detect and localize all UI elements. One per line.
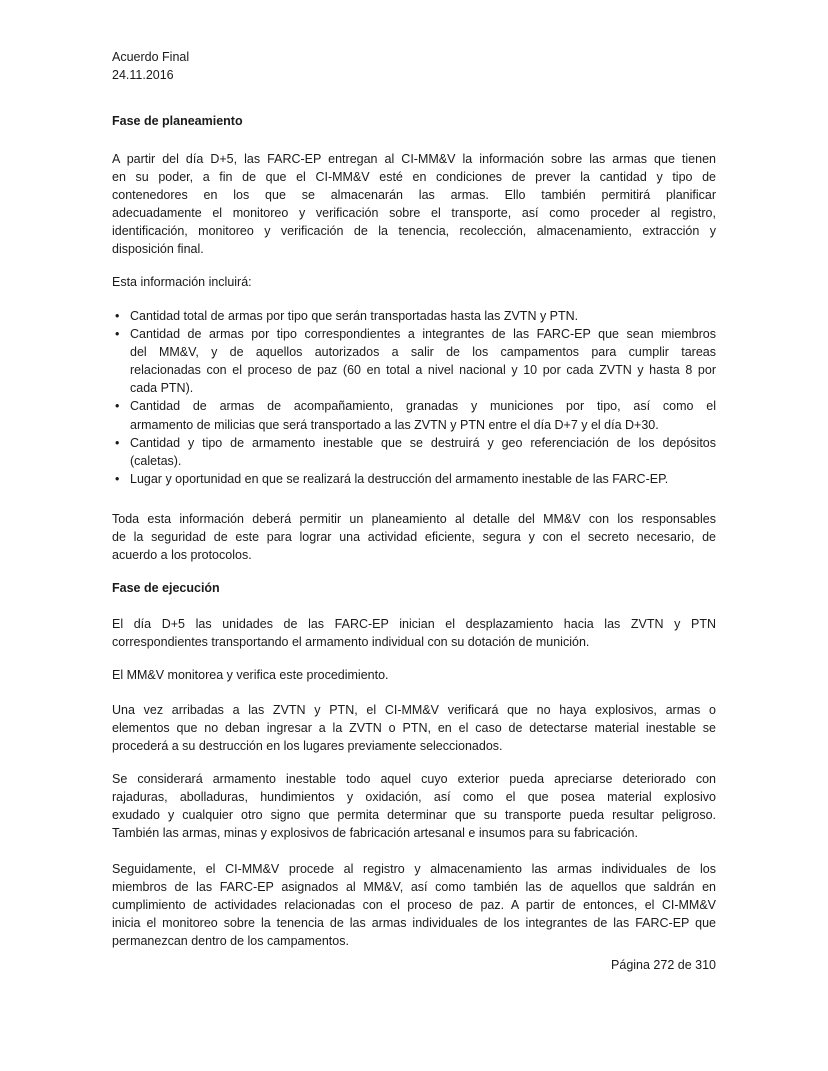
text-line: cumplimiento de actividades relacionadas con el proceso de paz. A partir de entonces, el CI-MM&V xyxy=(112,898,716,913)
heading-ejecucion: Fase de ejecución xyxy=(112,581,220,595)
text-line: disposición final. xyxy=(112,242,204,257)
text-line: (caletas). xyxy=(130,453,182,468)
text-line: identificación, monitoreo y verificación de la tenencia, recolección, almacenamiento, extracción y xyxy=(112,224,716,239)
text-line: Seguidamente, el CI-MM&V procede al registro y almacenamiento las armas individuales de los xyxy=(112,862,716,876)
text-line: Cantidad y tipo de armamento inestable que se destruirá y geo referenciación de los depósitos xyxy=(130,435,716,450)
bullet-icon: • xyxy=(115,471,120,486)
list-item xyxy=(112,325,716,397)
text-line: rajaduras, abolladuras, hundimientos y oxidación, así como el que posea material explosivo xyxy=(112,790,716,805)
paragraph xyxy=(112,615,716,651)
document-header xyxy=(112,48,716,84)
page-number: Página 272 de 310 xyxy=(611,958,716,972)
header-title: Acuerdo Final xyxy=(112,50,190,64)
text-line: El MM&V monitorea y verifica este procedimiento. xyxy=(112,668,389,682)
paragraph xyxy=(112,510,716,564)
text-line: en su poder, a fin de que el CI-MM&V esté en condiciones de prever la cantidad y tipo de xyxy=(112,170,716,185)
text-line: del MM&V, y de aquellos autorizados a salir de los campamentos para cumplir tareas xyxy=(130,345,716,360)
text-line: contenedores en los que se almacenarán las armas. Ello también permitirá planificar xyxy=(112,188,716,203)
intro-text: Esta información incluirá: xyxy=(112,275,252,289)
text-line: relacionadas con el proceso de paz (60 en total a nivel nacional y 10 por cada ZVTN y hasta 8 por xyxy=(130,363,716,378)
text-line: acuerdo a los protocolos. xyxy=(112,548,252,563)
text-line: elementos que no deban ingresar a la ZVTN o PTN, en el caso de detectarse material inestable se xyxy=(112,721,716,736)
text-line: Toda esta información deberá permitir un planeamiento al detalle del MM&V con los responsables xyxy=(112,512,716,526)
text-line: Cantidad de armas de acompañamiento, granadas y municiones por tipo, así como el xyxy=(130,399,716,414)
text-line: adecuadamente el monitoreo y verificación sobre el transporte, así como proceder al registro, xyxy=(112,206,716,221)
text-line: permanezcan dentro de los campamentos. xyxy=(112,934,349,949)
bullet-icon: • xyxy=(115,327,120,342)
text-line: Cantidad total de armas por tipo que serán transportadas hasta las ZVTN y PTN. xyxy=(130,309,579,323)
text-line: armamento de milicias que será transportado a las ZVTN y PTN entre el día D+7 y el día D+30. xyxy=(130,417,659,432)
text-line: Lugar y oportunidad en que se realizará la destrucción del armamento inestable de las FARC-EP. xyxy=(130,471,669,486)
paragraph xyxy=(112,701,716,755)
paragraph xyxy=(112,860,716,950)
bullet-icon: • xyxy=(115,399,120,414)
list-item xyxy=(112,470,716,488)
text-line: correspondientes transportando el armamento individual con su dotación de munición. xyxy=(112,635,590,650)
text-line: de la seguridad de este para lograr una actividad eficiente, segura y con el secreto necesario, de xyxy=(112,530,716,545)
text-line: cada PTN). xyxy=(130,381,194,396)
heading-planeamiento: Fase de planeamiento xyxy=(112,114,243,128)
bullet-list xyxy=(112,307,716,488)
paragraph xyxy=(112,770,716,842)
text-line: Una vez arribadas a las ZVTN y PTN, el CI-MM&V verificará que no haya explosivos, armas o xyxy=(112,703,716,717)
bullet-icon: • xyxy=(115,309,120,323)
list-item xyxy=(112,434,716,470)
text-line: inicia el monitoreo sobre la tenencia de las armas individuales de los integrantes de las FARC-EP que xyxy=(112,916,716,931)
text-line: miembros de las FARC-EP asignados al MM&V, así como también las de aquellos que saldrán en xyxy=(112,880,716,895)
text-line: procederá a su destrucción en los lugares previamente seleccionados. xyxy=(112,739,503,754)
text-line: A partir del día D+5, las FARC-EP entregan al CI-MM&V la información sobre las armas que tienen xyxy=(112,152,716,166)
paragraph xyxy=(112,150,716,259)
bullet-icon: • xyxy=(115,435,120,450)
text-line: Cantidad de armas por tipo correspondientes a integrantes de las FARC-EP que sean miembros xyxy=(130,327,716,342)
text-line: exudado y cualquier otro signo que permita determinar que su transporte pueda resultar peligroso. xyxy=(112,808,716,823)
list-item xyxy=(112,397,716,433)
header-date: 24.11.2016 xyxy=(112,68,174,83)
list-item xyxy=(112,307,716,325)
paragraph xyxy=(112,666,716,684)
text-line: También las armas, minas y explosivos de fabricación artesanal e insumos para su fabricación. xyxy=(112,826,638,841)
text-line: El día D+5 las unidades de las FARC-EP inician el desplazamiento hacia las ZVTN y PTN xyxy=(112,617,716,631)
text-line: Se considerará armamento inestable todo aquel cuyo exterior pueda apreciarse deteriorado con xyxy=(112,772,716,786)
